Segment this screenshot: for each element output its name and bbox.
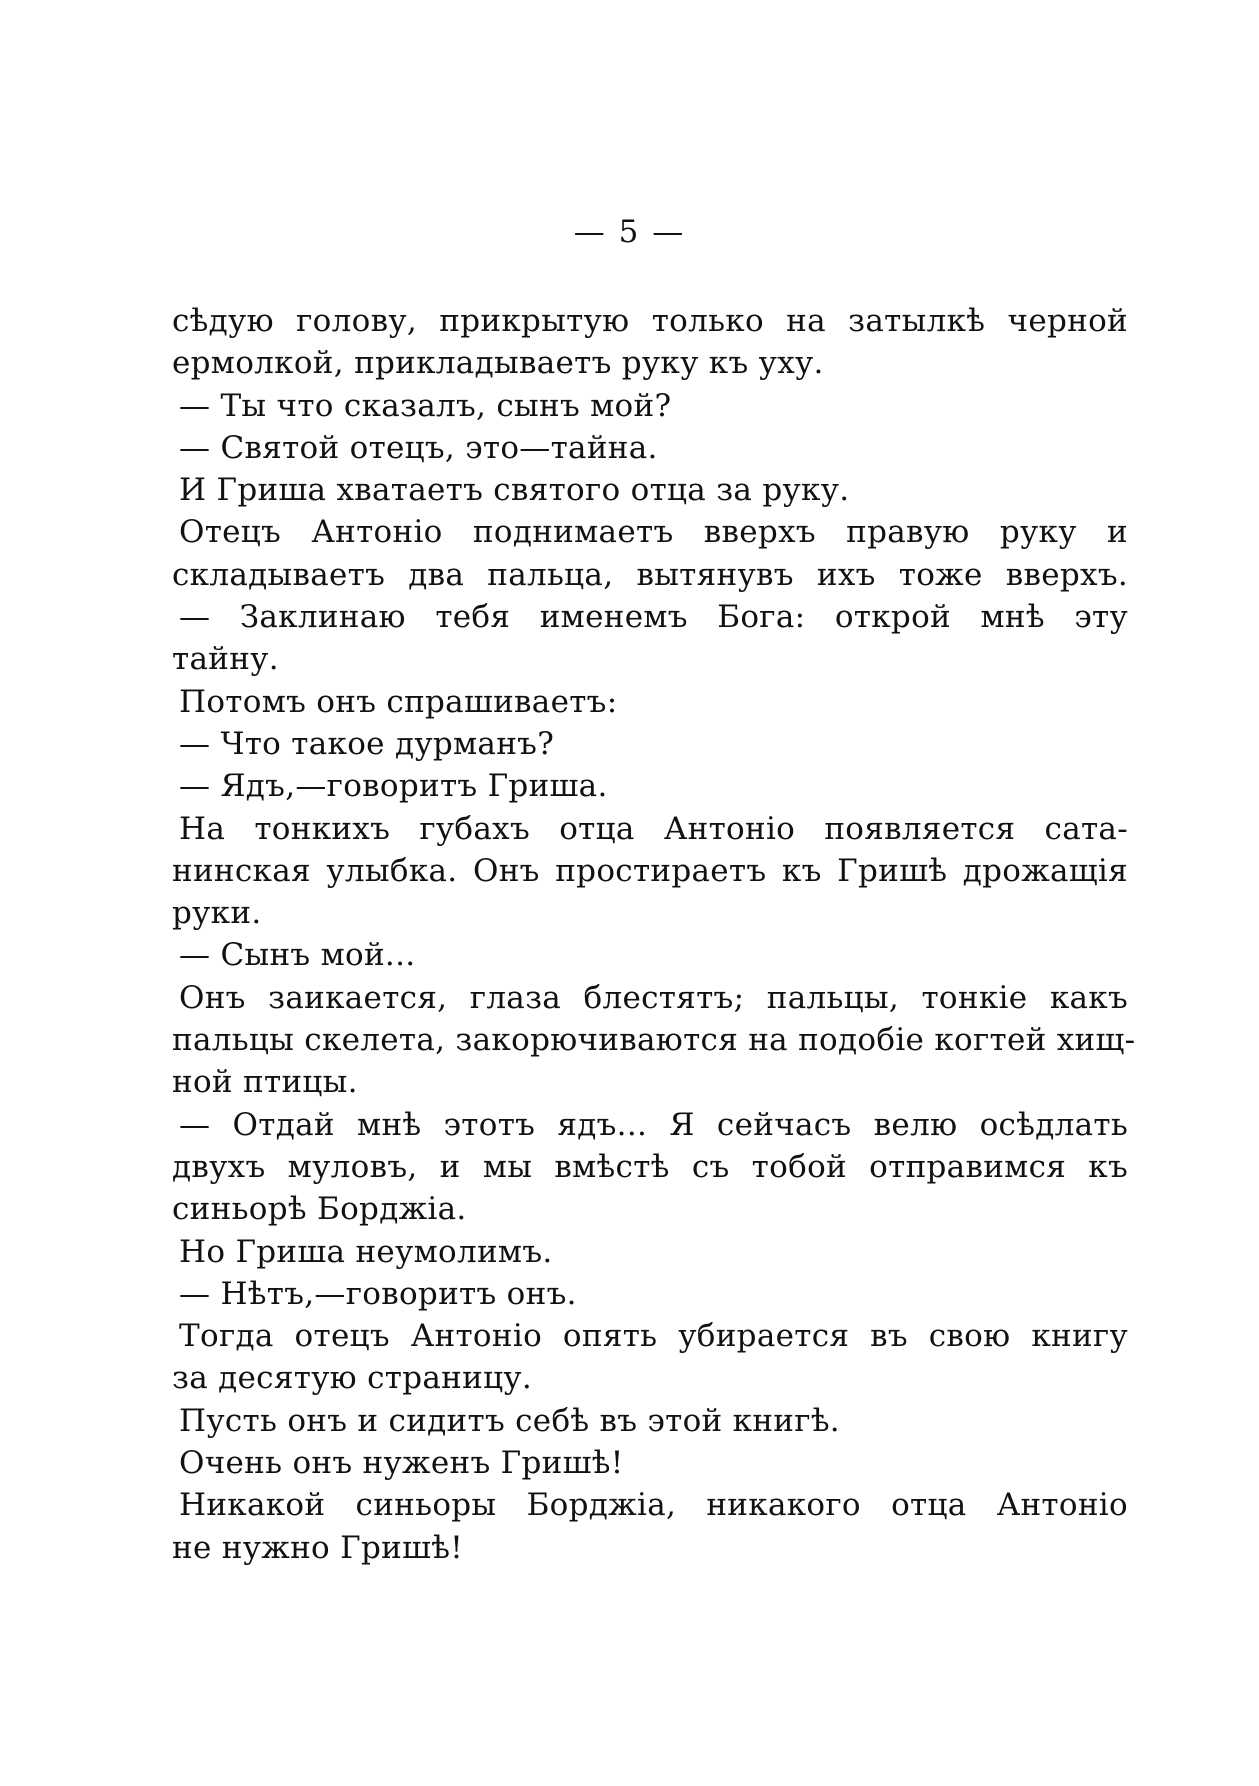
- body-text: [172, 300, 1136, 1569]
- text-line: Отецъ Антоніо поднимаетъ вверхъ правую руку и: [179, 514, 1128, 551]
- text-line: не нужно Гришѣ!: [172, 1529, 463, 1566]
- text-line: Пусть онъ и сидитъ себѣ въ этой книгѣ.: [179, 1402, 840, 1439]
- text-line: сѣдую голову, прикрытую только на затылкѣ черной: [172, 303, 1128, 339]
- text-line: пальцы скелета, закорючиваются на подобіе когтей хищ-: [172, 1022, 1136, 1059]
- text-line: — Нѣтъ,—говоритъ онъ.: [179, 1275, 577, 1312]
- text-line: Очень онъ нуженъ Гришѣ!: [179, 1445, 624, 1482]
- text-line: — Заклинаю тебя именемъ Бога: открой мнѣ эту: [179, 599, 1128, 636]
- text-line: складываетъ два пальца, вытянувъ ихъ тоже вверхъ.: [172, 556, 1128, 593]
- text-line: И Гриша хватаетъ святого отца за руку.: [179, 472, 850, 509]
- text-line: Онъ заикается, глаза блестятъ; пальцы, тонкіе какъ: [179, 979, 1128, 1016]
- text-line: — Что такое дурманъ?: [179, 725, 555, 762]
- text-line: Тогда отецъ Антоніо опять убирается въ свою книгу: [179, 1318, 1128, 1355]
- text-line: нинская улыбка. Онъ простираетъ къ Гришѣ дрожащія: [172, 852, 1128, 889]
- text-line: за десятую страницу.: [172, 1360, 533, 1397]
- text-line: ной птицы.: [172, 1064, 358, 1101]
- text-line: двухъ муловъ, и мы вмѣстѣ съ тобой отправимся къ: [172, 1148, 1128, 1185]
- text-line: — Святой отецъ, это—тайна.: [179, 429, 658, 466]
- text-line: Никакой синьоры Борджіа, никакого отца Антоніо: [179, 1487, 1128, 1524]
- text-line: тайну.: [172, 641, 279, 678]
- text-line: Потомъ онъ спрашиваетъ:: [179, 683, 618, 720]
- text-line: — Сынъ мой...: [179, 937, 416, 974]
- text-line: синьорѣ Борджіа.: [172, 1191, 467, 1228]
- page-number: — 5 —: [573, 214, 686, 250]
- text-line: — Ядъ,—говоритъ Гриша.: [179, 768, 608, 805]
- text-line: — Отдай мнѣ этотъ ядъ... Я сейчасъ велю осѣдлать: [179, 1106, 1128, 1143]
- text-line: — Ты что сказалъ, сынъ мой?: [179, 387, 672, 424]
- text-line: На тонкихъ губахъ отца Антоніо появляется сата-: [179, 810, 1128, 847]
- text-line: Но Гриша неумолимъ.: [179, 1233, 553, 1270]
- text-line: руки.: [172, 895, 262, 932]
- text-line: ермолкой, прикладываетъ руку къ уху.: [172, 345, 824, 382]
